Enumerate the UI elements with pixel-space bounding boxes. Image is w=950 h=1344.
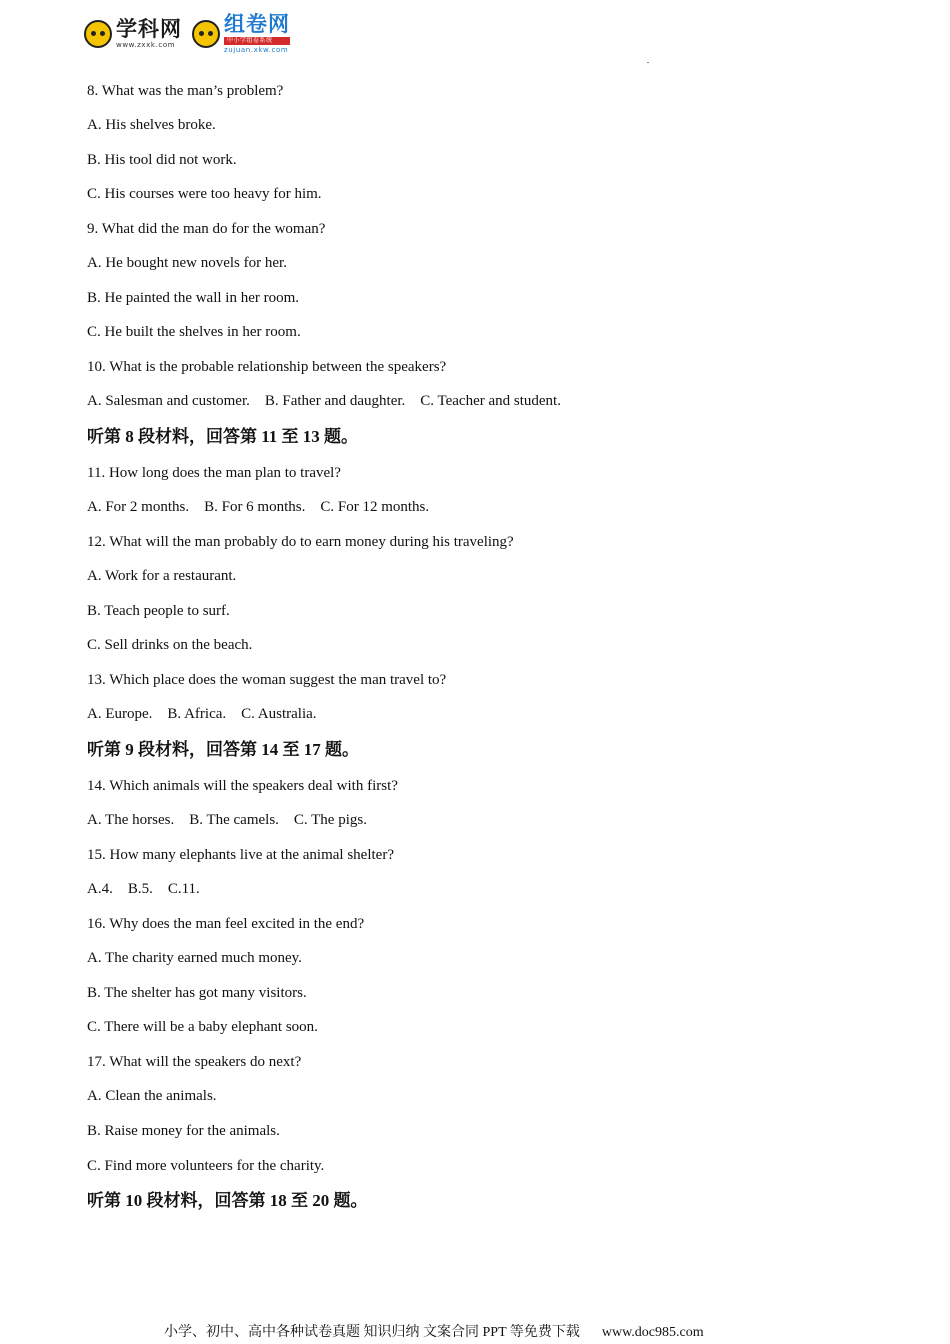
text-line: A. Salesman and customer. B. Father and daughter. C. Teacher and student. <box>87 393 561 409</box>
text-line: A. For 2 months. B. For 6 months. C. For 12 months. <box>87 499 430 515</box>
text-line: 14. Which animals will the speakers deal with first? <box>87 778 398 794</box>
footer-url: www.doc985.com <box>601 1325 704 1340</box>
section-heading: 听第 9 段材料，回答第 14 至 17 题。 <box>87 740 359 759</box>
text-line: C. There will be a baby elephant soon. <box>87 1019 318 1035</box>
zujuan-logo-band: 中小学组卷系统 <box>224 37 290 45</box>
text-line: 10. What is the probable relationship between the speakers? <box>87 359 447 375</box>
smiley-face-icon <box>84 20 112 48</box>
text-line: 17. What will the speakers do next? <box>87 1054 302 1070</box>
zujuan-logo <box>192 14 290 54</box>
text-line: B. His tool did not work. <box>87 152 237 168</box>
zujuan-logo-name: 组卷网 <box>224 12 290 36</box>
zxxk-logo-name: 学科网 <box>116 17 182 41</box>
graduate-face-icon <box>192 20 220 48</box>
text-line: C. He built the shelves in her room. <box>87 324 301 340</box>
text-line: 15. How many elephants live at the animal shelter? <box>87 847 394 863</box>
text-line: A.4. B.5. C.11. <box>87 881 200 897</box>
text-line: 16. Why does the man feel excited in the end? <box>87 916 365 932</box>
text-line: B. Raise money for the animals. <box>87 1123 280 1139</box>
text-line: A. Work for a restaurant. <box>87 568 237 584</box>
text-line: 11. How long does the man plan to travel? <box>87 465 341 481</box>
footer-text: 小学、初中、高中各种试卷真题 知识归纳 文案合同 PPT 等免费下载 <box>164 1325 580 1340</box>
page-header <box>84 12 300 56</box>
text-line: 12. What will the man probably do to earn money during his traveling? <box>87 534 514 550</box>
zxxk-logo <box>84 19 182 49</box>
text-line: A. The charity earned much money. <box>87 950 302 966</box>
text-line: C. His courses were too heavy for him. <box>87 186 322 202</box>
section-heading: 听第 10 段材料，回答第 18 至 20 题。 <box>87 1191 368 1210</box>
text-line: A. The horses. B. The camels. C. The pigs. <box>87 812 367 828</box>
text-line: 13. Which place does the woman suggest the man travel to? <box>87 672 447 688</box>
text-line: A. He bought new novels for her. <box>87 255 287 271</box>
text-line: A. His shelves broke. <box>87 117 216 133</box>
stray-mark <box>647 62 649 63</box>
page-footer <box>164 1323 704 1343</box>
text-line: A. Europe. B. Africa. C. Australia. <box>87 706 317 722</box>
text-line: B. The shelter has got many visitors. <box>87 985 307 1001</box>
section-heading: 听第 8 段材料，回答第 11 至 13 题。 <box>87 427 359 446</box>
text-line: A. Clean the animals. <box>87 1088 217 1104</box>
text-line: C. Sell drinks on the beach. <box>87 637 253 653</box>
text-line: 9. What did the man do for the woman? <box>87 221 326 237</box>
text-line: 8. What was the man’s problem? <box>87 83 284 99</box>
text-line: B. Teach people to surf. <box>87 603 230 619</box>
text-line: B. He painted the wall in her room. <box>87 290 300 306</box>
zujuan-logo-url: zujuan.xkw.com <box>224 46 289 54</box>
text-line: C. Find more volunteers for the charity. <box>87 1158 325 1174</box>
zxxk-logo-url: www.zxxk.com <box>116 41 176 49</box>
